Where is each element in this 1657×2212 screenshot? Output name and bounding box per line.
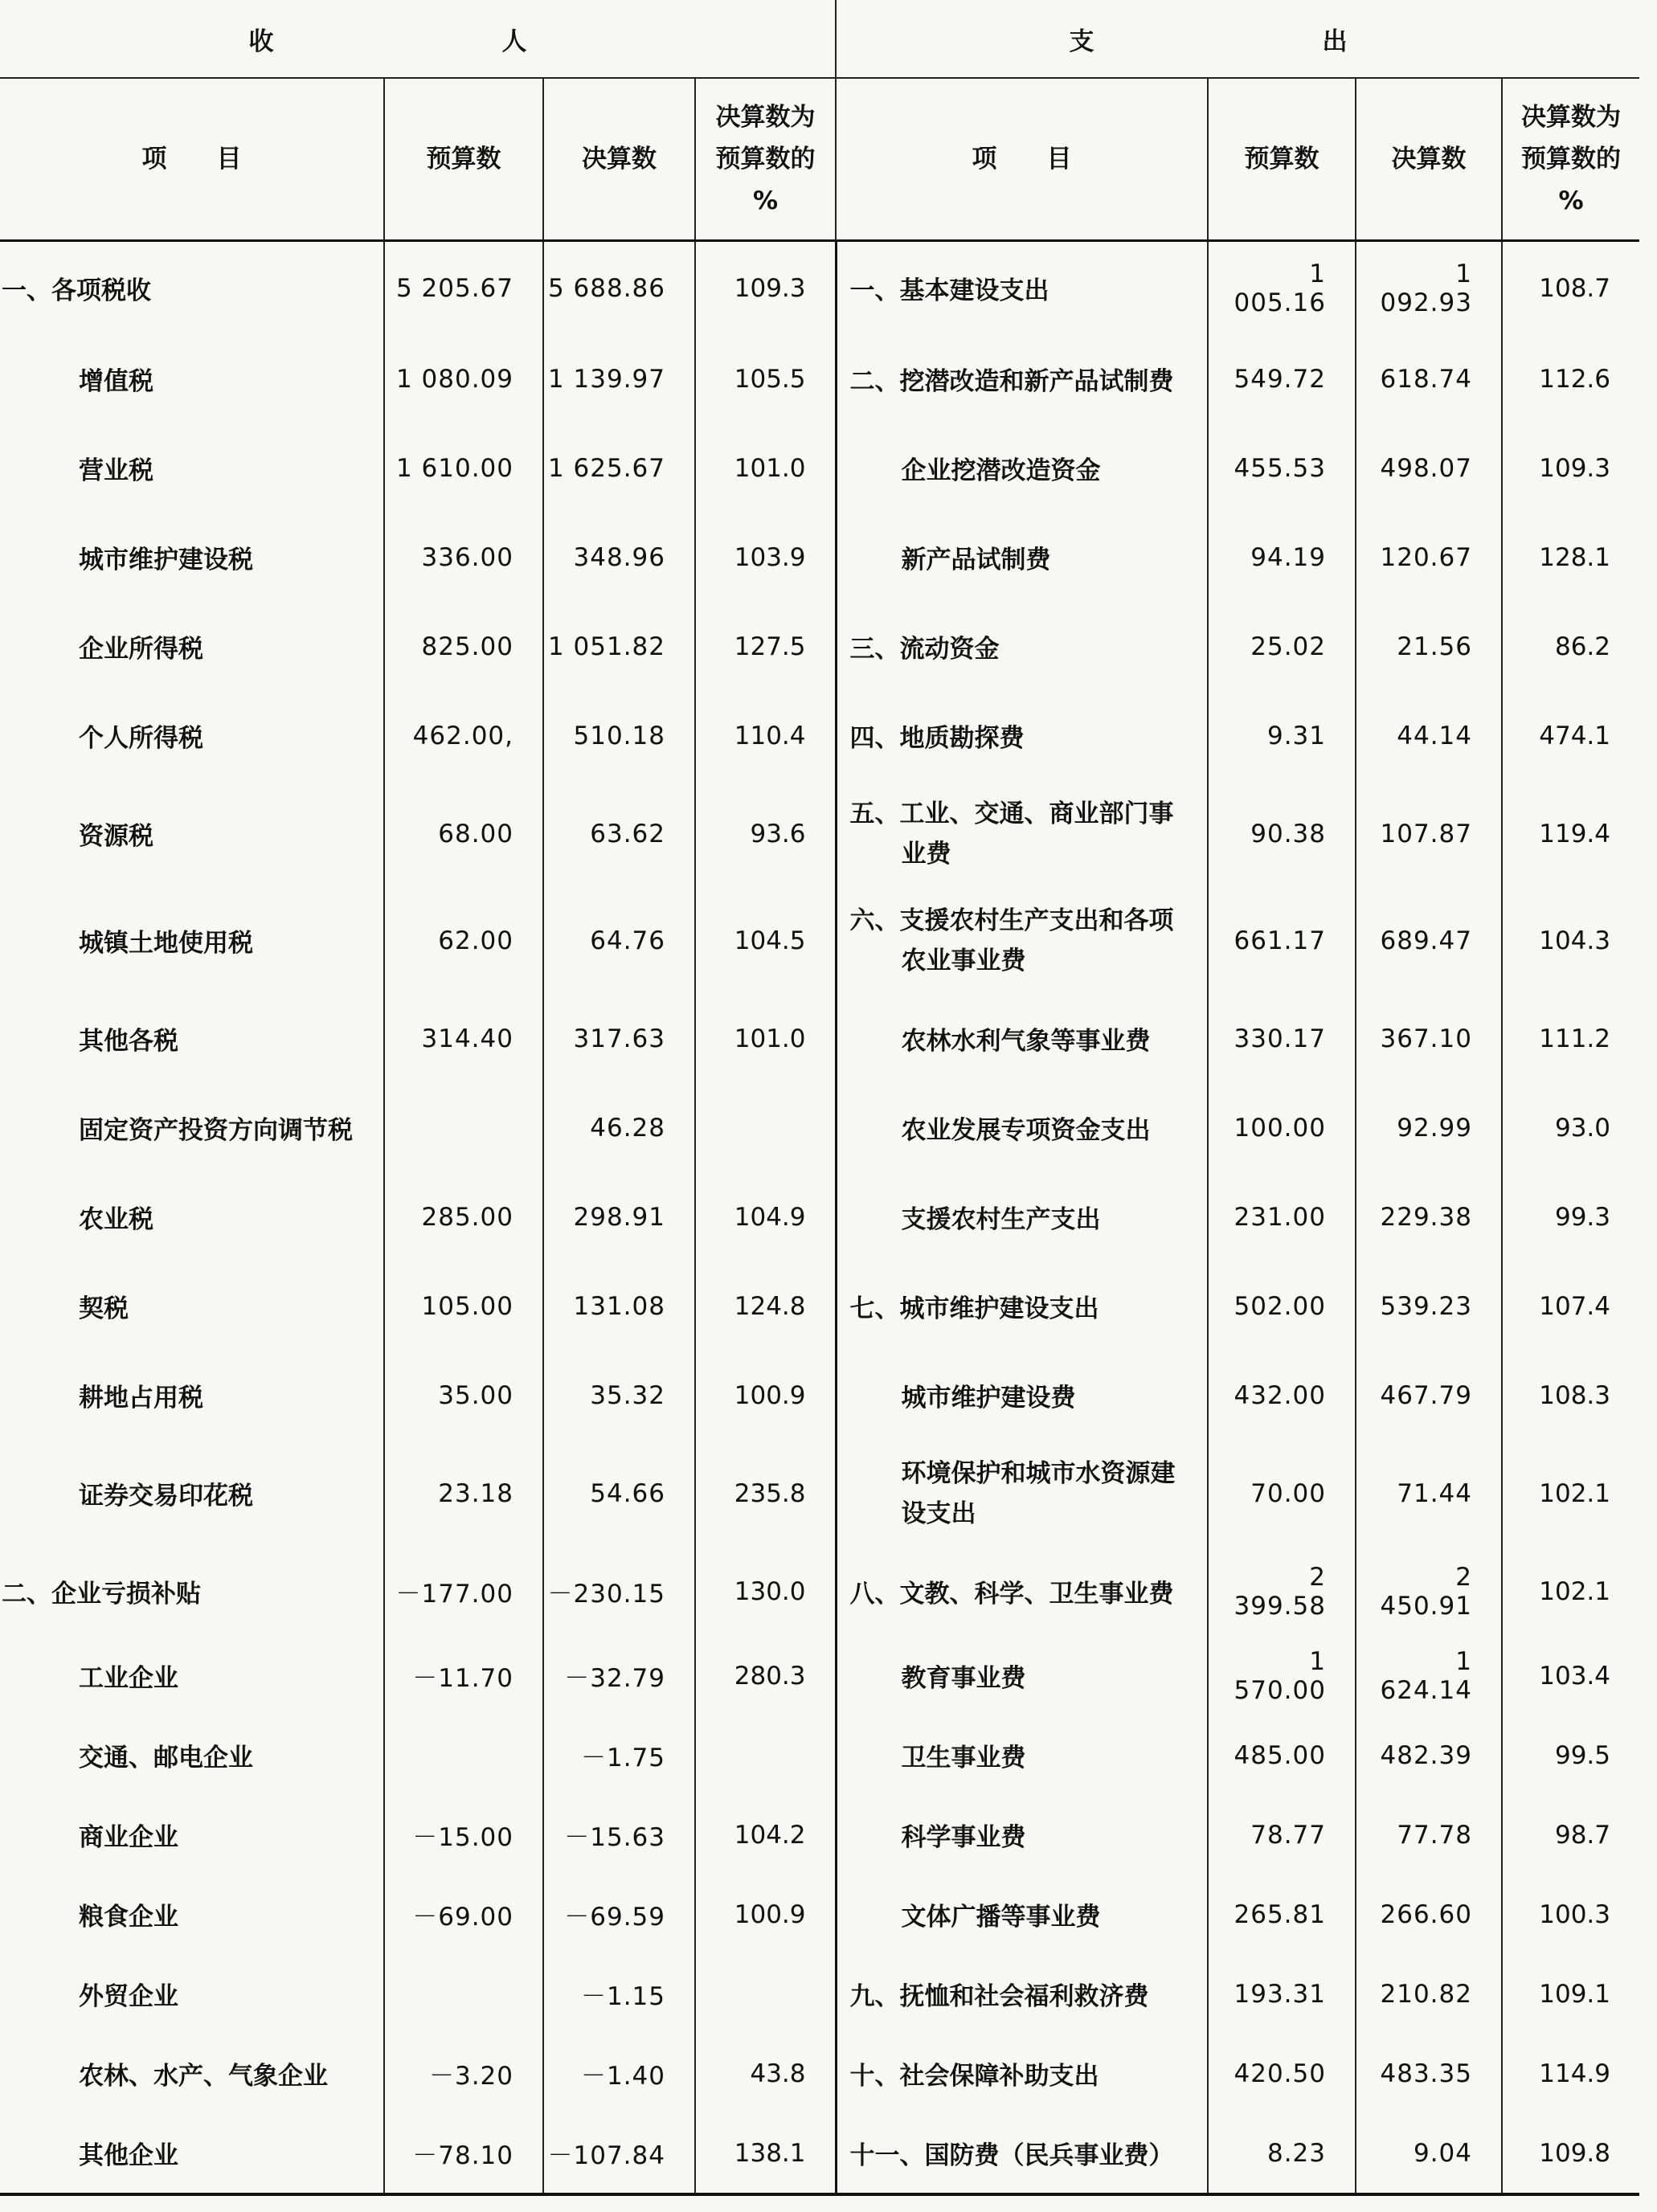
income-ratio-value: 130.0 <box>695 1547 836 1636</box>
income-item-label: 个人所得税 <box>0 691 384 780</box>
expense-final-value: 77.78 <box>1356 1795 1502 1875</box>
expense-budget-value: 330.17 <box>1208 994 1356 1083</box>
income-item-label: 其他企业 <box>0 2113 384 2194</box>
income-ratio-value: 104.2 <box>695 1795 836 1875</box>
table-row <box>0 1172 1639 1261</box>
income-final-value: －230.15 <box>543 1547 695 1636</box>
expense-final-value: 71.44 <box>1356 1440 1502 1547</box>
expense-item-header: 项 目 <box>836 78 1208 241</box>
income-ratio-value: 43.8 <box>695 2034 836 2113</box>
income-final-value: 1 625.67 <box>543 423 695 513</box>
income-final-value: －1.15 <box>543 1954 695 2034</box>
table-row <box>0 1547 1639 1636</box>
income-budget-value: －177.00 <box>384 1547 543 1636</box>
expense-final-value: 482.39 <box>1356 1715 1502 1795</box>
income-ratio-value <box>695 1954 836 2034</box>
income-budget-value: 336.00 <box>384 513 543 602</box>
income-final-value: －107.84 <box>543 2113 695 2194</box>
expense-final-value: 107.87 <box>1356 780 1502 887</box>
expense-ratio-value: 102.1 <box>1539 1478 1610 1508</box>
expense-item-label: 支援农村生产支出 <box>836 1172 1208 1261</box>
income-budget-value: 314.40 <box>384 994 543 1083</box>
expense-final-header: 决算数 <box>1356 78 1502 241</box>
table-row <box>0 334 1639 423</box>
income-ratio-value: 100.9 <box>695 1875 836 1954</box>
expense-final-value: 9.04 <box>1356 2113 1502 2194</box>
income-ratio-value: 101.0 <box>695 423 836 513</box>
income-ratio-value: 93.6 <box>695 780 836 887</box>
expense-final-value: 498.07 <box>1356 423 1502 513</box>
table-row <box>0 1875 1639 1954</box>
expense-budget-value: 485.00 <box>1208 1715 1356 1795</box>
table-row <box>0 1954 1639 2034</box>
expense-final-value: 1 624.14 <box>1356 1636 1502 1715</box>
expense-item-label: 文体广播等事业费 <box>836 1875 1208 1954</box>
income-final-value: －1.75 <box>543 1715 695 1795</box>
expense-ratio-value: 109.1 <box>1539 1979 1610 2009</box>
expense-item-label: 农业发展专项资金支出 <box>836 1083 1208 1172</box>
expense-item-label: 九、抚恤和社会福利救济费 <box>836 1954 1208 2034</box>
income-item-label: 商业企业 <box>0 1795 384 1875</box>
expense-ratio-value: 109.3 <box>1539 453 1610 483</box>
expense-ratio-value: 114.9 <box>1539 2059 1610 2088</box>
expense-final-value: 229.38 <box>1356 1172 1502 1261</box>
income-ratio-header <box>695 78 836 241</box>
table-row <box>0 1636 1639 1715</box>
income-item-label: 农业税 <box>0 1172 384 1261</box>
income-budget-value: 285.00 <box>384 1172 543 1261</box>
income-item-label: 城镇土地使用税 <box>0 887 384 994</box>
expense-item-label: 教育事业费 <box>836 1636 1208 1715</box>
income-budget-value: 825.00 <box>384 602 543 691</box>
income-item-label: 农林、水产、气象企业 <box>0 2034 384 2113</box>
expense-final-value: 2 450.91 <box>1356 1547 1502 1636</box>
income-final-value: 35.32 <box>543 1351 695 1440</box>
table-row <box>0 887 1639 994</box>
income-budget-value: －69.00 <box>384 1875 543 1954</box>
expense-ratio-value: 93.0 <box>1554 1113 1610 1143</box>
section-header-row <box>0 0 1639 78</box>
income-ratio-value <box>695 1715 836 1795</box>
income-budget-value: －11.70 <box>384 1636 543 1715</box>
expense-ratio-value: 104.3 <box>1539 926 1610 955</box>
expense-final-value: 21.56 <box>1356 602 1502 691</box>
table-row <box>0 513 1639 602</box>
income-budget-value: 105.00 <box>384 1261 543 1351</box>
expense-item-label: 八、文教、科学、卫生事业费 <box>836 1547 1208 1636</box>
income-ratio-value: 138.1 <box>695 2113 836 2194</box>
table-row <box>0 602 1639 691</box>
income-item-label: 外贸企业 <box>0 1954 384 2034</box>
income-final-header: 决算数 <box>543 78 695 241</box>
expense-item-label: 十一、国防费（民兵事业费） <box>836 2113 1208 2194</box>
expense-item-label: 科学事业费 <box>836 1795 1208 1875</box>
expense-budget-value: 8.23 <box>1208 2113 1356 2194</box>
income-budget-value: 68.00 <box>384 780 543 887</box>
income-budget-value: 5 205.67 <box>384 241 543 335</box>
income-item-label: 其他各税 <box>0 994 384 1083</box>
expense-budget-value: 455.53 <box>1208 423 1356 513</box>
expense-final-value: 618.74 <box>1356 334 1502 423</box>
expense-ratio-header <box>1502 78 1639 241</box>
income-item-header: 项 目 <box>0 78 384 241</box>
income-final-value: 1 051.82 <box>543 602 695 691</box>
expense-ratio-value: 112.6 <box>1539 364 1610 394</box>
income-ratio-value <box>695 1083 836 1172</box>
expense-ratio-value: 100.3 <box>1539 1899 1610 1929</box>
expense-budget-value: 502.00 <box>1208 1261 1356 1351</box>
income-ratio-value: 100.9 <box>695 1351 836 1440</box>
expense-ratio-value: 109.8 <box>1539 2138 1610 2168</box>
table-row <box>0 994 1639 1083</box>
expense-final-value: 689.47 <box>1356 887 1502 994</box>
income-final-value: －15.63 <box>543 1795 695 1875</box>
income-budget-value: 462.00, <box>384 691 543 780</box>
expense-final-value: 539.23 <box>1356 1261 1502 1351</box>
expense-budget-value: 1 570.00 <box>1208 1636 1356 1715</box>
income-ratio-value: 104.9 <box>695 1172 836 1261</box>
income-budget-value: 62.00 <box>384 887 543 994</box>
income-item-label: 证券交易印花税 <box>0 1440 384 1547</box>
expense-budget-value: 70.00 <box>1208 1440 1356 1547</box>
table-body <box>0 241 1639 2195</box>
ratio-header-text: 决算数为 预算数的 % <box>1521 103 1621 215</box>
table-row <box>0 1715 1639 1795</box>
income-item-label: 城市维护建设税 <box>0 513 384 602</box>
income-section-title: 收 人 <box>0 0 836 78</box>
income-ratio-value: 109.3 <box>695 241 836 335</box>
expense-final-value: 1 092.93 <box>1356 241 1502 335</box>
expense-item-label: 企业挖潜改造资金 <box>836 423 1208 513</box>
column-header-row <box>0 78 1639 241</box>
income-final-value: －1.40 <box>543 2034 695 2113</box>
expense-item-label: 五、工业、交通、商业部门事业费 <box>836 780 1208 887</box>
expense-ratio-value: 119.4 <box>1539 819 1610 848</box>
expense-final-value: 120.67 <box>1356 513 1502 602</box>
expense-final-value: 483.35 <box>1356 2034 1502 2113</box>
expense-ratio-value: 111.2 <box>1539 1024 1610 1053</box>
table-row <box>0 1440 1639 1547</box>
expense-budget-value: 549.72 <box>1208 334 1356 423</box>
income-final-value: 64.76 <box>543 887 695 994</box>
expense-final-value: 92.99 <box>1356 1083 1502 1172</box>
expense-budget-value: 420.50 <box>1208 2034 1356 2113</box>
income-item-label: 二、企业亏损补贴 <box>0 1547 384 1636</box>
table-row <box>0 241 1639 335</box>
income-final-value: 510.18 <box>543 691 695 780</box>
expense-ratio-value: 128.1 <box>1539 542 1610 572</box>
income-item-label: 营业税 <box>0 423 384 513</box>
expense-item-label: 二、挖潜改造和新产品试制费 <box>836 334 1208 423</box>
expense-item-label: 七、城市维护建设支出 <box>836 1261 1208 1351</box>
income-final-value: 317.63 <box>543 994 695 1083</box>
table-row <box>0 2034 1639 2113</box>
expense-ratio-value: 103.4 <box>1539 1661 1610 1691</box>
expense-budget-value: 25.02 <box>1208 602 1356 691</box>
income-final-value: －32.79 <box>543 1636 695 1715</box>
expense-ratio-value: 108.7 <box>1539 273 1610 303</box>
expense-final-value: 266.60 <box>1356 1875 1502 1954</box>
expense-item-label: 十、社会保障补助支出 <box>836 2034 1208 2113</box>
expense-budget-value: 94.19 <box>1208 513 1356 602</box>
table-row <box>0 423 1639 513</box>
expense-budget-value: 78.77 <box>1208 1795 1356 1875</box>
income-item-label: 固定资产投资方向调节税 <box>0 1083 384 1172</box>
income-ratio-value: 124.8 <box>695 1261 836 1351</box>
income-item-label: 资源税 <box>0 780 384 887</box>
income-final-value: 348.96 <box>543 513 695 602</box>
income-item-label: 一、各项税收 <box>0 241 384 335</box>
table-row <box>0 691 1639 780</box>
expense-budget-value: 90.38 <box>1208 780 1356 887</box>
expense-item-label: 农林水利气象等事业费 <box>836 994 1208 1083</box>
income-item-label: 契税 <box>0 1261 384 1351</box>
income-budget-value: －78.10 <box>384 2113 543 2194</box>
expense-ratio-value: 474.1 <box>1539 721 1610 750</box>
income-final-value: 131.08 <box>543 1261 695 1351</box>
expense-item-label: 六、支援农村生产支出和各项农业事业费 <box>836 887 1208 994</box>
expense-ratio-value: 102.1 <box>1539 1576 1610 1606</box>
expense-final-value: 44.14 <box>1356 691 1502 780</box>
expense-final-value: 467.79 <box>1356 1351 1502 1440</box>
expense-ratio-value: 99.5 <box>1554 1740 1610 1770</box>
income-budget-value: －15.00 <box>384 1795 543 1875</box>
expense-final-value: 210.82 <box>1356 1954 1502 2034</box>
table-row <box>0 2113 1639 2194</box>
expense-item-label: 新产品试制费 <box>836 513 1208 602</box>
income-budget-value <box>384 1715 543 1795</box>
income-ratio-value: 105.5 <box>695 334 836 423</box>
income-ratio-value: 103.9 <box>695 513 836 602</box>
table-row <box>0 1083 1639 1172</box>
expense-item-label: 三、流动资金 <box>836 602 1208 691</box>
income-budget-value <box>384 1954 543 2034</box>
bottom-rule <box>0 2194 1639 2212</box>
expense-budget-value: 9.31 <box>1208 691 1356 780</box>
expense-budget-value: 265.81 <box>1208 1875 1356 1954</box>
income-item-label: 企业所得税 <box>0 602 384 691</box>
income-budget-value: －3.20 <box>384 2034 543 2113</box>
income-budget-value: 23.18 <box>384 1440 543 1547</box>
income-ratio-value: 104.5 <box>695 887 836 994</box>
expense-item-label: 城市维护建设费 <box>836 1351 1208 1440</box>
income-item-label: 增值税 <box>0 334 384 423</box>
income-final-value: 46.28 <box>543 1083 695 1172</box>
expense-budget-header: 预算数 <box>1208 78 1356 241</box>
expense-ratio-value: 99.3 <box>1554 1202 1610 1232</box>
income-budget-value: 35.00 <box>384 1351 543 1440</box>
table-row <box>0 1351 1639 1440</box>
expense-item-label: 四、地质勘探费 <box>836 691 1208 780</box>
income-ratio-value: 101.0 <box>695 994 836 1083</box>
table-row <box>0 780 1639 887</box>
income-ratio-value: 235.8 <box>695 1440 836 1547</box>
expense-budget-value: 100.00 <box>1208 1083 1356 1172</box>
expense-item-label: 一、基本建设支出 <box>836 241 1208 335</box>
expense-item-label: 卫生事业费 <box>836 1715 1208 1795</box>
table-row <box>0 1261 1639 1351</box>
expense-budget-value: 661.17 <box>1208 887 1356 994</box>
ratio-header-text: 决算数为 预算数的 % <box>715 103 816 215</box>
income-item-label: 工业企业 <box>0 1636 384 1715</box>
income-ratio-value: 127.5 <box>695 602 836 691</box>
income-final-value: 54.66 <box>543 1440 695 1547</box>
income-budget-value <box>384 1083 543 1172</box>
expense-final-value: 367.10 <box>1356 994 1502 1083</box>
expense-budget-value: 193.31 <box>1208 1954 1356 2034</box>
income-ratio-value: 280.3 <box>695 1636 836 1715</box>
expense-ratio-value: 86.2 <box>1554 632 1610 661</box>
expense-budget-value: 432.00 <box>1208 1351 1356 1440</box>
income-final-value: 5 688.86 <box>543 241 695 335</box>
expense-ratio-value: 107.4 <box>1539 1291 1610 1321</box>
income-item-label: 粮食企业 <box>0 1875 384 1954</box>
expense-ratio-value: 98.7 <box>1554 1820 1610 1850</box>
expense-budget-value: 1 005.16 <box>1208 241 1356 335</box>
expense-ratio-value: 108.3 <box>1539 1380 1610 1410</box>
income-final-value: 63.62 <box>543 780 695 887</box>
income-final-value: 298.91 <box>543 1172 695 1261</box>
income-item-label: 耕地占用税 <box>0 1351 384 1440</box>
expense-budget-value: 231.00 <box>1208 1172 1356 1261</box>
income-final-value: 1 139.97 <box>543 334 695 423</box>
table-row <box>0 1795 1639 1875</box>
income-item-label: 交通、邮电企业 <box>0 1715 384 1795</box>
income-ratio-value: 110.4 <box>695 691 836 780</box>
income-budget-value: 1 080.09 <box>384 334 543 423</box>
income-final-value: －69.59 <box>543 1875 695 1954</box>
expense-item-label: 环境保护和城市水资源建设支出 <box>836 1440 1208 1547</box>
expense-budget-value: 2 399.58 <box>1208 1547 1356 1636</box>
expense-section-title: 支 出 <box>836 0 1639 78</box>
income-budget-header: 预算数 <box>384 78 543 241</box>
income-budget-value: 1 610.00 <box>384 423 543 513</box>
